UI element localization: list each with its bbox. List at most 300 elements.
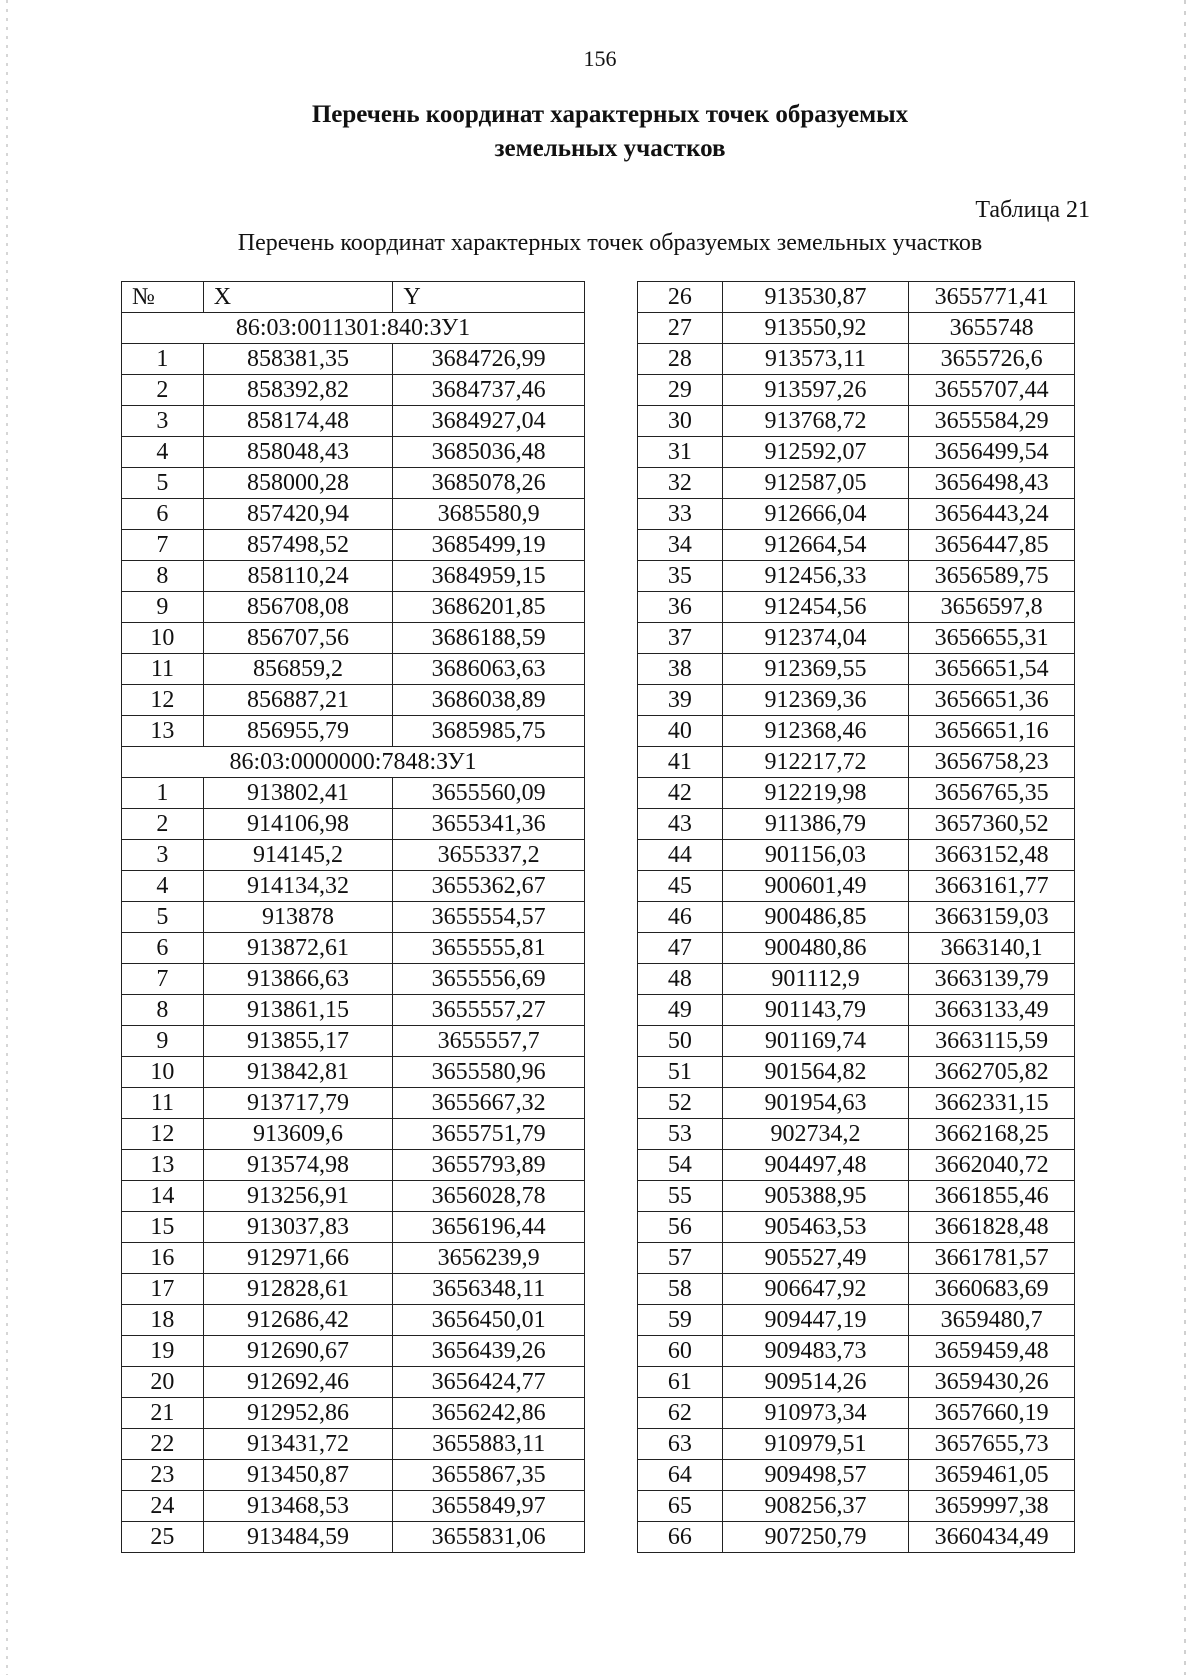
table-row	[122, 778, 585, 809]
x-coordinate-cell: 857420,94	[203, 499, 393, 530]
y-coordinate-cell: 3685985,75	[393, 716, 585, 747]
table-row	[122, 1336, 585, 1367]
x-coordinate-cell: 909483,73	[722, 1336, 909, 1367]
point-number-cell: 5	[122, 902, 204, 933]
x-coordinate-cell: 912369,36	[722, 685, 909, 716]
table-row	[122, 995, 585, 1026]
x-coordinate-cell: 900480,86	[722, 933, 909, 964]
y-coordinate-cell: 3656765,35	[909, 778, 1075, 809]
point-number-cell: 7	[122, 964, 204, 995]
x-coordinate-cell: 913450,87	[203, 1460, 393, 1491]
y-coordinate-cell: 3663159,03	[909, 902, 1075, 933]
table-row	[638, 1460, 1075, 1491]
x-coordinate-cell: 913573,11	[722, 344, 909, 375]
x-coordinate-cell: 913878	[203, 902, 393, 933]
table-row	[122, 1491, 585, 1522]
y-coordinate-cell: 3663140,1	[909, 933, 1075, 964]
point-number-cell: 64	[638, 1460, 723, 1491]
point-number-cell: 27	[638, 313, 723, 344]
table-row	[122, 654, 585, 685]
x-coordinate-cell: 907250,79	[722, 1522, 909, 1553]
table-row	[638, 530, 1075, 561]
point-number-cell: 48	[638, 964, 723, 995]
y-coordinate-cell: 3656758,23	[909, 747, 1075, 778]
table-header-row	[122, 282, 585, 313]
point-number-cell: 33	[638, 499, 723, 530]
point-number-cell: 50	[638, 1026, 723, 1057]
y-coordinate-cell: 3655793,89	[393, 1150, 585, 1181]
x-coordinate-cell: 900486,85	[722, 902, 909, 933]
parcel-cadastral-number: 86:03:0011301:840:ЗУ1	[122, 313, 585, 344]
y-coordinate-cell: 3655557,27	[393, 995, 585, 1026]
table-row	[122, 1181, 585, 1212]
point-number-cell: 60	[638, 1336, 723, 1367]
x-coordinate-cell: 912692,46	[203, 1367, 393, 1398]
table-row	[638, 871, 1075, 902]
table-row	[122, 716, 585, 747]
y-coordinate-cell: 3657655,73	[909, 1429, 1075, 1460]
x-coordinate-cell: 858381,35	[203, 344, 393, 375]
x-coordinate-cell: 912219,98	[722, 778, 909, 809]
x-coordinate-cell: 901143,79	[722, 995, 909, 1026]
x-coordinate-cell: 914106,98	[203, 809, 393, 840]
table-row	[638, 1212, 1075, 1243]
table-caption: Перечень координат характерных точек образуемых земельных участков	[237, 230, 983, 256]
x-coordinate-cell: 900601,49	[722, 871, 909, 902]
point-number-cell: 4	[122, 871, 204, 902]
point-number-cell: 1	[122, 344, 204, 375]
table-row	[638, 1491, 1075, 1522]
x-coordinate-cell: 905463,53	[722, 1212, 909, 1243]
table-row	[122, 375, 585, 406]
y-coordinate-cell: 3655771,41	[909, 282, 1075, 313]
column-header: Y	[393, 282, 585, 313]
table-row	[638, 1150, 1075, 1181]
table-row	[122, 1119, 585, 1150]
y-coordinate-cell: 3660434,49	[909, 1522, 1075, 1553]
table-row	[638, 282, 1075, 313]
y-coordinate-cell: 3684726,99	[393, 344, 585, 375]
x-coordinate-cell: 913855,17	[203, 1026, 393, 1057]
table-row	[638, 995, 1075, 1026]
y-coordinate-cell: 3655557,7	[393, 1026, 585, 1057]
y-coordinate-cell: 3655751,79	[393, 1119, 585, 1150]
point-number-cell: 10	[122, 623, 204, 654]
point-number-cell: 17	[122, 1274, 204, 1305]
x-coordinate-cell: 912374,04	[722, 623, 909, 654]
point-number-cell: 8	[122, 995, 204, 1026]
y-coordinate-cell: 3655337,2	[393, 840, 585, 871]
point-number-cell: 12	[122, 685, 204, 716]
point-number-cell: 2	[122, 375, 204, 406]
table-row	[638, 1274, 1075, 1305]
y-coordinate-cell: 3655867,35	[393, 1460, 585, 1491]
x-coordinate-cell: 913574,98	[203, 1150, 393, 1181]
point-number-cell: 15	[122, 1212, 204, 1243]
table-row	[638, 1522, 1075, 1553]
x-coordinate-cell: 911386,79	[722, 809, 909, 840]
point-number-cell: 42	[638, 778, 723, 809]
point-number-cell: 13	[122, 716, 204, 747]
y-coordinate-cell: 3656028,78	[393, 1181, 585, 1212]
x-coordinate-cell: 901954,63	[722, 1088, 909, 1119]
table-row	[638, 1088, 1075, 1119]
x-coordinate-cell: 856859,2	[203, 654, 393, 685]
table-row	[638, 1243, 1075, 1274]
table-row	[122, 902, 585, 933]
point-number-cell: 45	[638, 871, 723, 902]
point-number-cell: 66	[638, 1522, 723, 1553]
table-row	[638, 1398, 1075, 1429]
table-row	[122, 1026, 585, 1057]
x-coordinate-cell: 913802,41	[203, 778, 393, 809]
y-coordinate-cell: 3662040,72	[909, 1150, 1075, 1181]
parcel-group-row	[122, 747, 585, 778]
table-row	[638, 561, 1075, 592]
y-coordinate-cell: 3655580,96	[393, 1057, 585, 1088]
table-row	[122, 809, 585, 840]
point-number-cell: 6	[122, 933, 204, 964]
x-coordinate-cell: 913717,79	[203, 1088, 393, 1119]
x-coordinate-cell: 858048,43	[203, 437, 393, 468]
y-coordinate-cell: 3656239,9	[393, 1243, 585, 1274]
table-row	[122, 499, 585, 530]
table-row	[638, 1429, 1075, 1460]
y-coordinate-cell: 3684737,46	[393, 375, 585, 406]
table-row	[638, 406, 1075, 437]
x-coordinate-cell: 913037,83	[203, 1212, 393, 1243]
y-coordinate-cell: 3662331,15	[909, 1088, 1075, 1119]
point-number-cell: 1	[122, 778, 204, 809]
table-row	[638, 344, 1075, 375]
y-coordinate-cell: 3656348,11	[393, 1274, 585, 1305]
y-coordinate-cell: 3685036,48	[393, 437, 585, 468]
y-coordinate-cell: 3659430,26	[909, 1367, 1075, 1398]
x-coordinate-cell: 906647,92	[722, 1274, 909, 1305]
title-line-2: земельных участков	[494, 135, 726, 162]
x-coordinate-cell: 901112,9	[722, 964, 909, 995]
y-coordinate-cell: 3663139,79	[909, 964, 1075, 995]
coordinates-table-left	[121, 281, 585, 1553]
x-coordinate-cell: 913866,63	[203, 964, 393, 995]
table-row	[638, 623, 1075, 654]
y-coordinate-cell: 3663115,59	[909, 1026, 1075, 1057]
y-coordinate-cell: 3655556,69	[393, 964, 585, 995]
y-coordinate-cell: 3655554,57	[393, 902, 585, 933]
table-row	[638, 375, 1075, 406]
page-number: 156	[583, 46, 617, 71]
column-header: X	[203, 282, 393, 313]
y-coordinate-cell: 3661828,48	[909, 1212, 1075, 1243]
x-coordinate-cell: 912587,05	[722, 468, 909, 499]
point-number-cell: 61	[638, 1367, 723, 1398]
table-number: Таблица 21	[975, 197, 1090, 223]
page-title	[0, 98, 1200, 166]
point-number-cell: 14	[122, 1181, 204, 1212]
x-coordinate-cell: 912952,86	[203, 1398, 393, 1429]
table-row	[122, 685, 585, 716]
y-coordinate-cell: 3661855,46	[909, 1181, 1075, 1212]
table-row	[638, 1057, 1075, 1088]
table-row	[638, 809, 1075, 840]
point-number-cell: 55	[638, 1181, 723, 1212]
table-row	[122, 1057, 585, 1088]
table-row	[122, 561, 585, 592]
table-row	[122, 1460, 585, 1491]
table-row	[638, 1181, 1075, 1212]
point-number-cell: 7	[122, 530, 204, 561]
y-coordinate-cell: 3656439,26	[393, 1336, 585, 1367]
y-coordinate-cell: 3661781,57	[909, 1243, 1075, 1274]
x-coordinate-cell: 912971,66	[203, 1243, 393, 1274]
point-number-cell: 41	[638, 747, 723, 778]
y-coordinate-cell: 3663161,77	[909, 871, 1075, 902]
table-row	[638, 685, 1075, 716]
point-number-cell: 58	[638, 1274, 723, 1305]
x-coordinate-cell: 912690,67	[203, 1336, 393, 1367]
point-number-cell: 29	[638, 375, 723, 406]
x-coordinate-cell: 856707,56	[203, 623, 393, 654]
y-coordinate-cell: 3656443,24	[909, 499, 1075, 530]
parcel-group-row	[122, 313, 585, 344]
point-number-cell: 23	[122, 1460, 204, 1491]
x-coordinate-cell: 908256,37	[722, 1491, 909, 1522]
x-coordinate-cell: 913861,15	[203, 995, 393, 1026]
table-row	[122, 1398, 585, 1429]
table-row	[122, 1088, 585, 1119]
table-row	[638, 1305, 1075, 1336]
point-number-cell: 47	[638, 933, 723, 964]
coordinates-table-right	[637, 281, 1075, 1553]
y-coordinate-cell: 3662705,82	[909, 1057, 1075, 1088]
y-coordinate-cell: 3686038,89	[393, 685, 585, 716]
y-coordinate-cell: 3684927,04	[393, 406, 585, 437]
y-coordinate-cell: 3656651,16	[909, 716, 1075, 747]
y-coordinate-cell: 3656651,54	[909, 654, 1075, 685]
point-number-cell: 13	[122, 1150, 204, 1181]
x-coordinate-cell: 914134,32	[203, 871, 393, 902]
point-number-cell: 6	[122, 499, 204, 530]
table-row	[122, 1274, 585, 1305]
y-coordinate-cell: 3659997,38	[909, 1491, 1075, 1522]
x-coordinate-cell: 913768,72	[722, 406, 909, 437]
x-coordinate-cell: 913484,59	[203, 1522, 393, 1553]
point-number-cell: 40	[638, 716, 723, 747]
x-coordinate-cell: 913609,6	[203, 1119, 393, 1150]
y-coordinate-cell: 3659459,48	[909, 1336, 1075, 1367]
y-coordinate-cell: 3656424,77	[393, 1367, 585, 1398]
y-coordinate-cell: 3656447,85	[909, 530, 1075, 561]
table-row	[638, 592, 1075, 623]
column-header: №	[122, 282, 204, 313]
x-coordinate-cell: 913431,72	[203, 1429, 393, 1460]
x-coordinate-cell: 914145,2	[203, 840, 393, 871]
table-row	[638, 778, 1075, 809]
y-coordinate-cell: 3659480,7	[909, 1305, 1075, 1336]
point-number-cell: 19	[122, 1336, 204, 1367]
table-row	[122, 344, 585, 375]
point-number-cell: 11	[122, 654, 204, 685]
table-row	[122, 406, 585, 437]
x-coordinate-cell: 858000,28	[203, 468, 393, 499]
point-number-cell: 39	[638, 685, 723, 716]
y-coordinate-cell: 3663133,49	[909, 995, 1075, 1026]
point-number-cell: 22	[122, 1429, 204, 1460]
point-number-cell: 9	[122, 1026, 204, 1057]
point-number-cell: 28	[638, 344, 723, 375]
table-row	[122, 933, 585, 964]
table-row	[122, 964, 585, 995]
y-coordinate-cell: 3656589,75	[909, 561, 1075, 592]
y-coordinate-cell: 3685078,26	[393, 468, 585, 499]
point-number-cell: 2	[122, 809, 204, 840]
y-coordinate-cell: 3655584,29	[909, 406, 1075, 437]
y-coordinate-cell: 3655748	[909, 313, 1075, 344]
point-number-cell: 44	[638, 840, 723, 871]
point-number-cell: 46	[638, 902, 723, 933]
y-coordinate-cell: 3659461,05	[909, 1460, 1075, 1491]
x-coordinate-cell: 909447,19	[722, 1305, 909, 1336]
point-number-cell: 35	[638, 561, 723, 592]
x-coordinate-cell: 901564,82	[722, 1057, 909, 1088]
table-row	[638, 654, 1075, 685]
x-coordinate-cell: 912666,04	[722, 499, 909, 530]
y-coordinate-cell: 3685580,9	[393, 499, 585, 530]
table-row	[638, 933, 1075, 964]
x-coordinate-cell: 856887,21	[203, 685, 393, 716]
point-number-cell: 52	[638, 1088, 723, 1119]
table-row	[122, 840, 585, 871]
table-row	[122, 1150, 585, 1181]
y-coordinate-cell: 3663152,48	[909, 840, 1075, 871]
x-coordinate-cell: 913597,26	[722, 375, 909, 406]
x-coordinate-cell: 905388,95	[722, 1181, 909, 1212]
point-number-cell: 24	[122, 1491, 204, 1522]
x-coordinate-cell: 901156,03	[722, 840, 909, 871]
y-coordinate-cell: 3655849,97	[393, 1491, 585, 1522]
x-coordinate-cell: 858110,24	[203, 561, 393, 592]
table-row	[122, 530, 585, 561]
y-coordinate-cell: 3655667,32	[393, 1088, 585, 1119]
x-coordinate-cell: 856708,08	[203, 592, 393, 623]
table-row	[122, 1367, 585, 1398]
table-row	[122, 1212, 585, 1243]
x-coordinate-cell: 913550,92	[722, 313, 909, 344]
table-row	[638, 499, 1075, 530]
point-number-cell: 57	[638, 1243, 723, 1274]
x-coordinate-cell: 904497,48	[722, 1150, 909, 1181]
y-coordinate-cell: 3686188,59	[393, 623, 585, 654]
x-coordinate-cell: 910979,51	[722, 1429, 909, 1460]
point-number-cell: 8	[122, 561, 204, 592]
point-number-cell: 65	[638, 1491, 723, 1522]
table-row	[638, 840, 1075, 871]
y-coordinate-cell: 3655883,11	[393, 1429, 585, 1460]
title-line-1: Перечень координат характерных точек образуемых	[311, 101, 909, 128]
x-coordinate-cell: 905527,49	[722, 1243, 909, 1274]
point-number-cell: 3	[122, 840, 204, 871]
point-number-cell: 3	[122, 406, 204, 437]
y-coordinate-cell: 3660683,69	[909, 1274, 1075, 1305]
x-coordinate-cell: 910973,34	[722, 1398, 909, 1429]
table-row	[122, 1429, 585, 1460]
table-row	[122, 871, 585, 902]
point-number-cell: 62	[638, 1398, 723, 1429]
y-coordinate-cell: 3656655,31	[909, 623, 1075, 654]
y-coordinate-cell: 3657360,52	[909, 809, 1075, 840]
x-coordinate-cell: 912368,46	[722, 716, 909, 747]
point-number-cell: 10	[122, 1057, 204, 1088]
point-number-cell: 9	[122, 592, 204, 623]
point-number-cell: 25	[122, 1522, 204, 1553]
table-row	[638, 1367, 1075, 1398]
y-coordinate-cell: 3655831,06	[393, 1522, 585, 1553]
point-number-cell: 54	[638, 1150, 723, 1181]
x-coordinate-cell: 912664,54	[722, 530, 909, 561]
y-coordinate-cell: 3656499,54	[909, 437, 1075, 468]
point-number-cell: 30	[638, 406, 723, 437]
point-number-cell: 31	[638, 437, 723, 468]
table-row	[122, 1305, 585, 1336]
point-number-cell: 12	[122, 1119, 204, 1150]
y-coordinate-cell: 3655726,6	[909, 344, 1075, 375]
x-coordinate-cell: 858392,82	[203, 375, 393, 406]
y-coordinate-cell: 3655560,09	[393, 778, 585, 809]
point-number-cell: 37	[638, 623, 723, 654]
point-number-cell: 63	[638, 1429, 723, 1460]
x-coordinate-cell: 857498,52	[203, 530, 393, 561]
point-number-cell: 11	[122, 1088, 204, 1119]
table-row	[638, 747, 1075, 778]
x-coordinate-cell: 913842,81	[203, 1057, 393, 1088]
x-coordinate-cell: 913256,91	[203, 1181, 393, 1212]
x-coordinate-cell: 912592,07	[722, 437, 909, 468]
table-row	[638, 1336, 1075, 1367]
y-coordinate-cell: 3685499,19	[393, 530, 585, 561]
point-number-cell: 16	[122, 1243, 204, 1274]
x-coordinate-cell: 912456,33	[722, 561, 909, 592]
point-number-cell: 36	[638, 592, 723, 623]
y-coordinate-cell: 3655555,81	[393, 933, 585, 964]
y-coordinate-cell: 3686063,63	[393, 654, 585, 685]
x-coordinate-cell: 902734,2	[722, 1119, 909, 1150]
x-coordinate-cell: 912454,56	[722, 592, 909, 623]
point-number-cell: 49	[638, 995, 723, 1026]
y-coordinate-cell: 3655707,44	[909, 375, 1075, 406]
table-row	[122, 592, 585, 623]
point-number-cell: 43	[638, 809, 723, 840]
table-row	[638, 1026, 1075, 1057]
point-number-cell: 53	[638, 1119, 723, 1150]
point-number-cell: 34	[638, 530, 723, 561]
y-coordinate-cell: 3656597,8	[909, 592, 1075, 623]
table-row	[122, 468, 585, 499]
y-coordinate-cell: 3656498,43	[909, 468, 1075, 499]
x-coordinate-cell: 913872,61	[203, 933, 393, 964]
table-row	[638, 902, 1075, 933]
table-row	[122, 1522, 585, 1553]
y-coordinate-cell: 3656242,86	[393, 1398, 585, 1429]
point-number-cell: 21	[122, 1398, 204, 1429]
y-coordinate-cell: 3657660,19	[909, 1398, 1075, 1429]
table-row	[638, 1119, 1075, 1150]
point-number-cell: 5	[122, 468, 204, 499]
point-number-cell: 26	[638, 282, 723, 313]
y-coordinate-cell: 3684959,15	[393, 561, 585, 592]
x-coordinate-cell: 912686,42	[203, 1305, 393, 1336]
table-row	[638, 313, 1075, 344]
y-coordinate-cell: 3662168,25	[909, 1119, 1075, 1150]
